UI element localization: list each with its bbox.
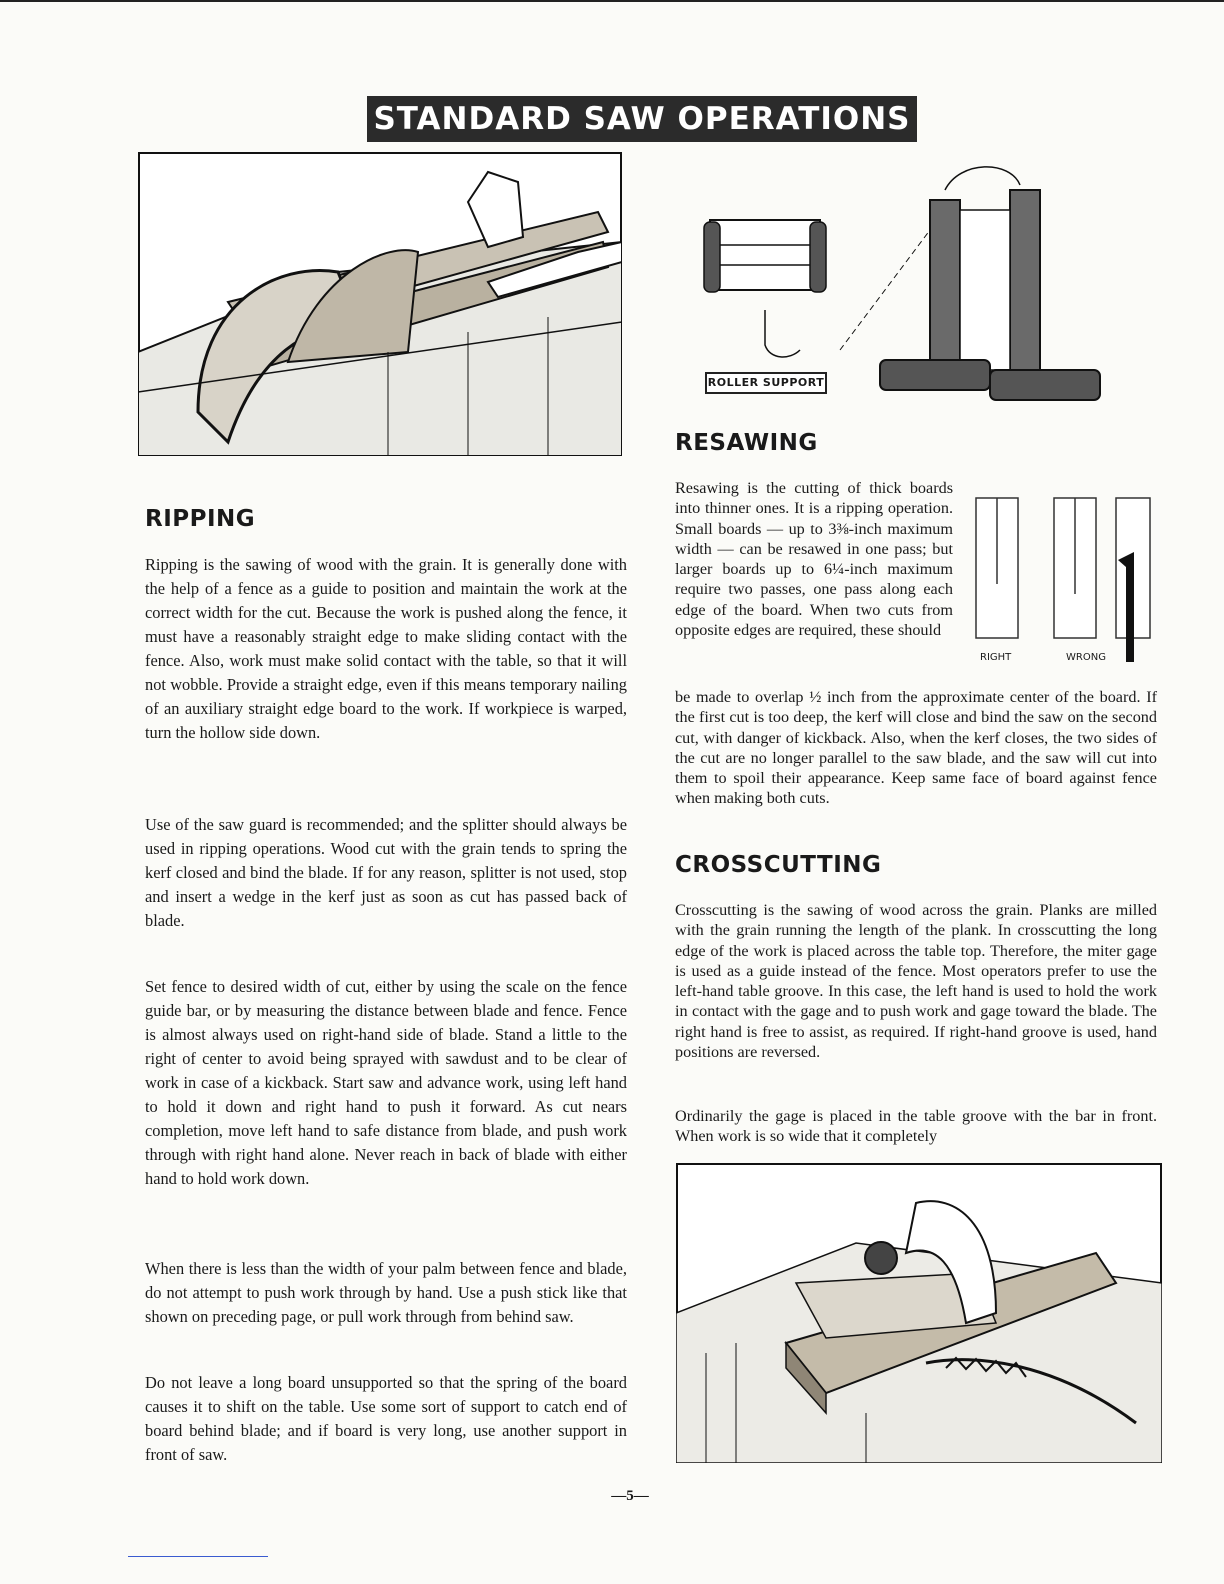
roller-support-label: ROLLER SUPPORT — [705, 372, 827, 394]
page-number: —5— — [611, 1488, 649, 1504]
page-banner: STANDARD SAW OPERATIONS — [367, 96, 917, 142]
crosscutting-paragraph-1: Crosscutting is the sawing of wood across the grain. Planks are milled with the grain running the length of the plank. In crosscutting the long edge of the work is placed across the table top. Therefore, the miter gage is used as a guide instead of the fence. Most operators prefer to use the left-hand table groove. In this case, the left hand is used to hold the work in contact with the gage and to push work and gage toward the blade. The right hand is free to assist, as required. If right-hand groove is used, hand positions are reversed. — [675, 901, 1157, 1062]
ripping-paragraph-3: Set fence to desired width of cut, either by using the scale on the fence guide bar, or by measuring the distance between blade and fence. Fence is almost always used on right-hand side of blade. Stand a little to the right of center to avoid being sprayed with sawdust and to be clear of work in case of a kickback. Start saw and advance work, using left hand to hold it down and right hand to push it forward. As cut nears completion, move left hand to safe distance from blade, and push work through with right hand alone. Never reach in back of blade with either hand to hold work down. — [145, 977, 627, 1188]
ripping-illustration — [138, 152, 622, 456]
resaw-diagram — [968, 494, 1158, 662]
ripping-heading: RIPPING — [145, 506, 256, 532]
ripping-paragraph-4: When there is less than the width of your palm between fence and blade, do not attempt to push work through by hand. Use a push stick like that shown on preceding page, or pull work through from behind saw. — [145, 1259, 627, 1326]
ripping-paragraph-1: Ripping is the sawing of wood with the grain. It is generally done with the help of a fence as a guide to position and maintain the work at the correct width for the cut. Because the work is pushed along the fence, it must have a reasonably straight edge to make sliding contact with the fence. Also, work must make solid contact with the table, so that it will not wobble. Provide a straight edge, even if this means temporary nailing of an auxiliary straight edge board to the work. If workpiece is warped, turn the hollow side down. — [145, 555, 627, 742]
resawing-heading: RESAWING — [675, 430, 818, 456]
top-rule — [0, 0, 1224, 2]
crosscutting-paragraph-2: Ordinarily the gage is placed in the table groove with the bar in front. When work is so wide that it completely — [675, 1107, 1157, 1146]
ripping-paragraph-5: Do not leave a long board unsupported so that the spring of the board causes it to shift on the table. Use some sort of support to catch end of board behind blade; and if board is very long, use another support in front of saw. — [145, 1373, 627, 1464]
resaw-wrong-label: WRONG — [1066, 652, 1106, 663]
footer-line — [128, 1556, 268, 1557]
crosscutting-illustration — [676, 1163, 1162, 1463]
ripping-paragraph-2: Use of the saw guard is recommended; and the splitter should always be used in ripping operations. Wood cut with the grain tends to spring the kerf closed and bind the blade. If for any reason, splitter is not used, stop and insert a wedge in the kerf just as soon as cut has passed back of blade. — [145, 815, 627, 930]
resaw-right-label: RIGHT — [980, 652, 1012, 663]
resawing-paragraph-1b: be made to overlap ½ inch from the approximate center of the board. If the first cut is too deep, the kerf will close and bind the saw on the second cut, with danger of kickback. Also, when the kerf closes, the two sides of the cut are no longer parallel to the saw blade, and the saw will cut into them to spoil their appearance. Keep same face of board against fence when making both cuts. — [675, 688, 1157, 808]
crosscutting-heading: CROSSCUTTING — [675, 852, 882, 878]
resawing-paragraph-1a: Resawing is the cutting of thick boards into thinner ones. It is a ripping operation. Small boards — up to 3⅜-inch maximum width — can be resawed in one pass; but larger boards up to 6¼-inch maximum require two passes, one pass along each edge of the board. When two cuts from opposite edges are required, these should — [675, 479, 953, 640]
